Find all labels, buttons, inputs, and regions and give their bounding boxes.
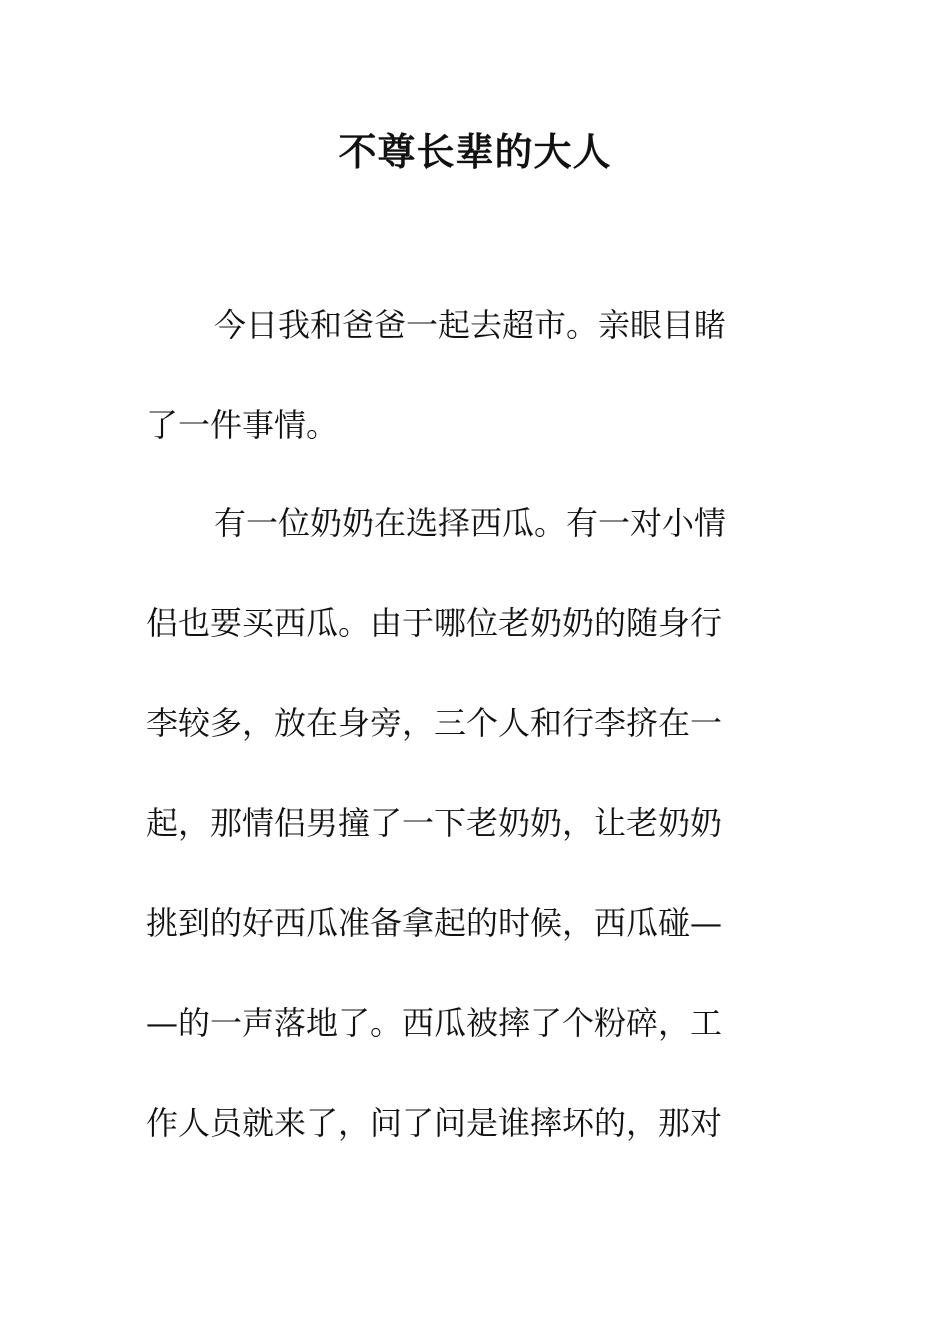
paragraph-2-line-5: 挑到的好西瓜准备拿起的时候，西瓜碰— (146, 904, 723, 942)
paragraph-1-line-1: 今日我和爸爸一起去超市。亲眼目睹 (214, 306, 727, 344)
paragraph-2-line-4: 起，那情侣男撞了一下老奶奶，让老奶奶 (146, 804, 723, 842)
paragraph-2-line-3: 李较多，放在身旁，三个人和行李挤在一 (146, 704, 723, 742)
paragraph-2-line-7: 作人员就来了，问了问是谁摔坏的，那对 (146, 1104, 723, 1142)
paragraph-2-line-1: 有一位奶奶在选择西瓜。有一对小情 (214, 504, 727, 542)
paragraph-2-line-6: —的一声落地了。西瓜被摔了个粉碎，工 (146, 1004, 723, 1042)
paragraph-1-line-2: 了一件事情。 (146, 406, 339, 444)
paragraph-2-line-2: 侣也要买西瓜。由于哪位老奶奶的随身行 (146, 604, 723, 642)
document-title: 不尊长辈的大人 (338, 129, 612, 174)
